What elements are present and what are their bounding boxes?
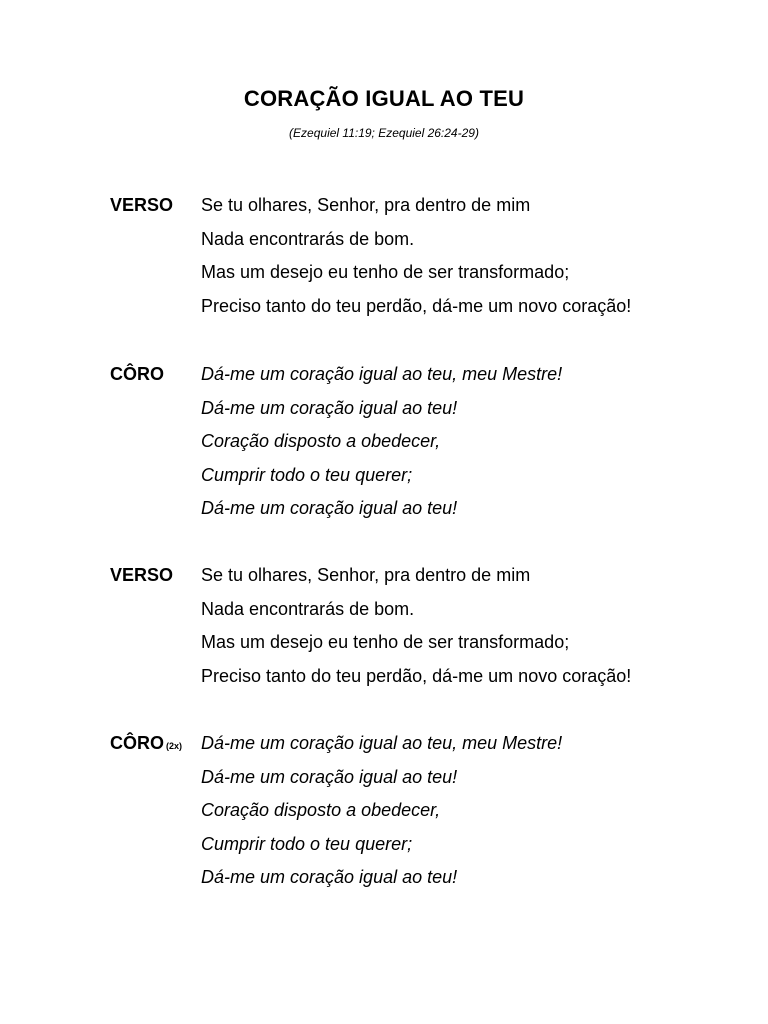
lyric-line: Preciso tanto do teu perdão, dá-me um novo coração!: [201, 295, 632, 316]
repeat-marker: (2x): [166, 741, 183, 751]
section-label: [110, 189, 173, 223]
lyric-line: Mas um desejo eu tenho de ser transformado;: [201, 632, 570, 652]
lyric-line: Mas um desejo eu tenho de ser transformado;: [201, 262, 570, 282]
song-title: CORAÇÃO IGUAL AO TEU: [243, 86, 525, 111]
lyric-line: Preciso tanto do teu perdão, dá-me um novo coração!: [201, 665, 632, 686]
section-lines: [201, 358, 761, 526]
section-label-text: CÔRO: [110, 733, 164, 753]
scripture-reference: (Ezequiel 11:19; Ezequiel 26:24-29): [289, 126, 479, 140]
lyric-line: Coração disposto a obedecer,: [201, 800, 441, 820]
section-label: [110, 559, 173, 593]
lyric-line: Dá-me um coração igual ao teu, meu Mestre!: [201, 733, 563, 753]
lyric-line: Se tu olhares, Senhor, pra dentro de mim: [201, 565, 531, 585]
section-lines: [201, 189, 761, 323]
lyric-line: Cumprir todo o teu querer;: [201, 833, 413, 854]
lyric-line: Dá-me um coração igual ao teu, meu Mestre!: [201, 364, 563, 384]
section-label-text: VERSO: [110, 195, 174, 215]
section-label-text: VERSO: [110, 565, 174, 585]
section-label-text: CÔRO: [110, 364, 164, 384]
section-lines: [201, 559, 761, 693]
lyric-line: Dá-me um coração igual ao teu!: [201, 766, 458, 787]
section-label: [110, 727, 182, 764]
lyric-line: Se tu olhares, Senhor, pra dentro de mim: [201, 195, 531, 215]
lyric-line: Dá-me um coração igual ao teu!: [201, 498, 458, 518]
lyric-line: Dá-me um coração igual ao teu!: [201, 397, 458, 418]
lyric-line: Coração disposto a obedecer,: [201, 431, 441, 451]
section-label: [110, 358, 164, 392]
lyric-line: Nada encontrarás de bom.: [201, 228, 415, 249]
section-lines: [201, 727, 761, 895]
lyric-line: Dá-me um coração igual ao teu!: [201, 867, 458, 887]
lyric-line: Nada encontrarás de bom.: [201, 598, 415, 619]
lyric-line: Cumprir todo o teu querer;: [201, 464, 413, 485]
